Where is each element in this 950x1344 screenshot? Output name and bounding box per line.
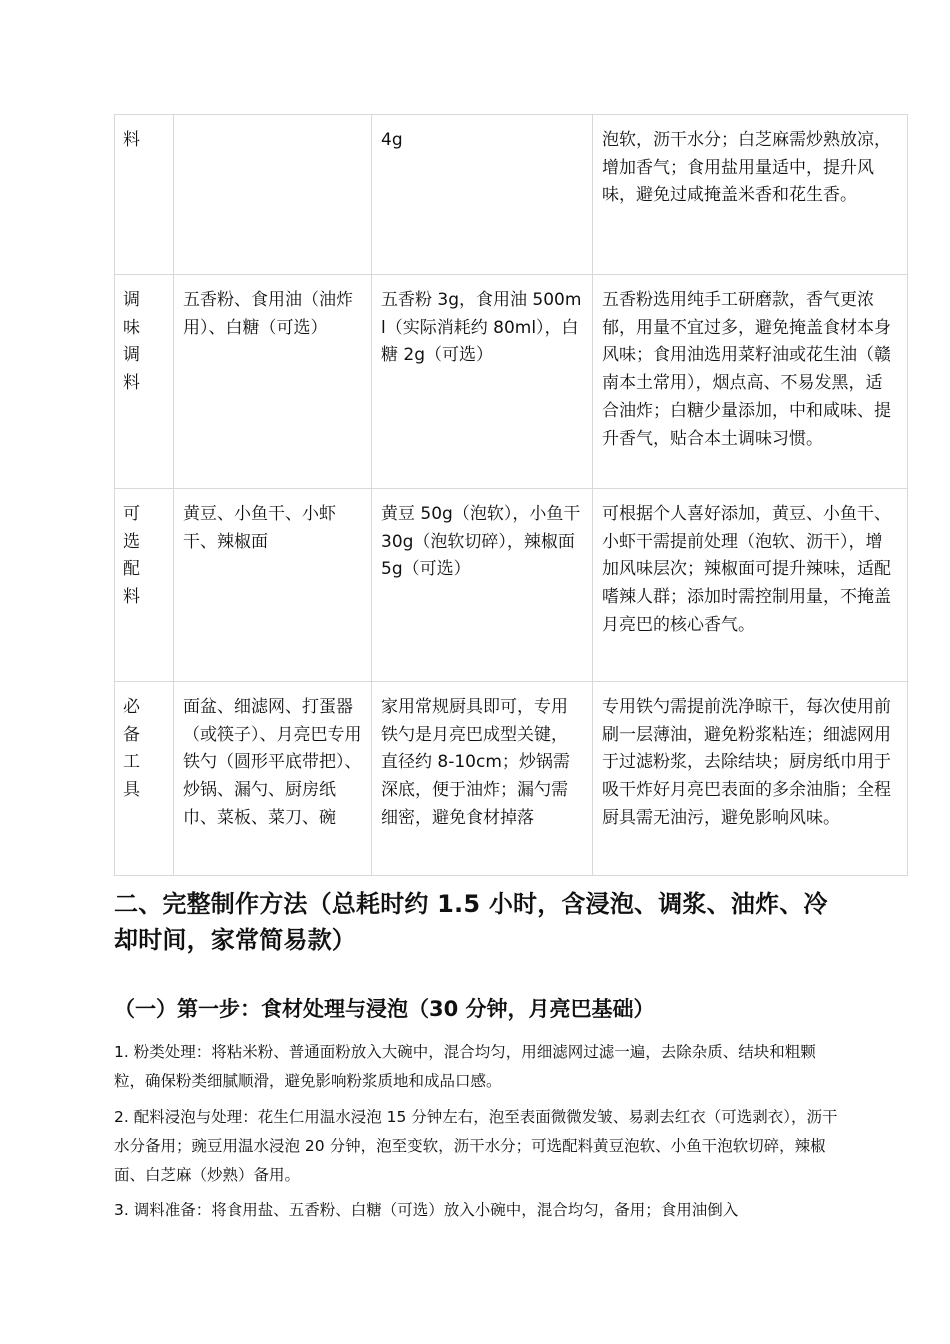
table-cell-items: 五香粉、食用油（油炸用）、白糖（可选）	[174, 275, 372, 489]
ingredients-table	[114, 114, 908, 876]
table-row	[115, 275, 908, 489]
table-cell-notes: 可根据个人喜好添加，黄豆、小鱼干、小虾干需提前处理（泡软、沥干），增加风味层次；辣椒面可提升辣味，适配嗜辣人群；添加时需控制用量，不掩盖月亮巴的核心香气。	[593, 489, 908, 682]
step-paragraph-2: 2. 配料浸泡与处理：花生仁用温水浸泡 15 分钟左右，泡至表面微微发皱、易剥去红衣（可选剥衣），沥干水分备用；豌豆用温水浸泡 20 分钟，泡至变软，沥干水分；可选配料黄豆泡软、小鱼干泡软切碎，辣椒面、白芝麻（炒熟）备用。	[114, 1108, 838, 1184]
table-cell-category: 调味调料	[115, 275, 174, 489]
table-cell-category: 可选配料	[115, 489, 174, 682]
table-row	[115, 489, 908, 682]
table-cell-amount: 4g	[372, 115, 593, 275]
table-row	[115, 682, 908, 876]
table-cell-notes: 泡软，沥干水分；白芝麻需炒熟放凉，增加香气；食用盐用量适中，提升风味，避免过咸掩盖米香和花生香。	[593, 115, 908, 275]
table-cell-amount: 家用常规厨具即可，专用铁勺是月亮巴成型关键，直径约 8-10cm；炒锅需深底，便于油炸；漏勺需细密，避免食材掉落	[372, 682, 593, 876]
table-cell-notes: 五香粉选用纯手工研磨款，香气更浓郁，用量不宜过多，避免掩盖食材本身风味；食用油选用菜籽油或花生油（赣南本土常用），烟点高、不易发黑，适合油炸；白糖少量添加，中和咸味、提升香气，贴合本土调味习惯。	[593, 275, 908, 489]
table-cell-items: 黄豆、小鱼干、小虾干、辣椒面	[174, 489, 372, 682]
step-paragraph-1: 1. 粉类处理：将粘米粉、普通面粉放入大碗中，混合均匀，用细滤网过滤一遍，去除杂质、结块和粗颗粒，确保粉类细腻顺滑，避免影响粉浆质地和成品口感。	[114, 1043, 816, 1090]
table-cell-amount: 黄豆 50g（泡软），小鱼干 30g（泡软切碎），辣椒面 5g（可选）	[372, 489, 593, 682]
table-cell-amount: 五香粉 3g，食用油 500ml（实际消耗约 80ml），白糖 2g（可选）	[372, 275, 593, 489]
table-cell-category: 必备工具	[115, 682, 174, 876]
step-paragraph-3: 3. 调料准备：将食用盐、五香粉、白糖（可选）放入小碗中，混合均匀，备用；食用油倒入	[114, 1201, 739, 1219]
table-cell-notes: 专用铁勺需提前洗净晾干，每次使用前刷一层薄油，避免粉浆粘连；细滤网用于过滤粉浆，去除结块；厨房纸巾用于吸干炸好月亮巴表面的多余油脂；全程厨具需无油污，避免影响风味。	[593, 682, 908, 876]
table-cell-category: 料	[115, 115, 174, 275]
table-cell-items	[174, 115, 372, 275]
table-row	[115, 115, 908, 275]
subsection-heading: （一）第一步：食材处理与浸泡（30 分钟，月亮巴基础）	[114, 997, 655, 1021]
section-heading: 二、完整制作方法（总耗时约 1.5 小时，含浸泡、调浆、油炸、冷却时间，家常简易款）	[114, 890, 828, 954]
table-cell-items: 面盆、细滤网、打蛋器（或筷子）、月亮巴专用铁勺（圆形平底带把）、炒锅、漏勺、厨房纸巾、菜板、菜刀、碗	[174, 682, 372, 876]
